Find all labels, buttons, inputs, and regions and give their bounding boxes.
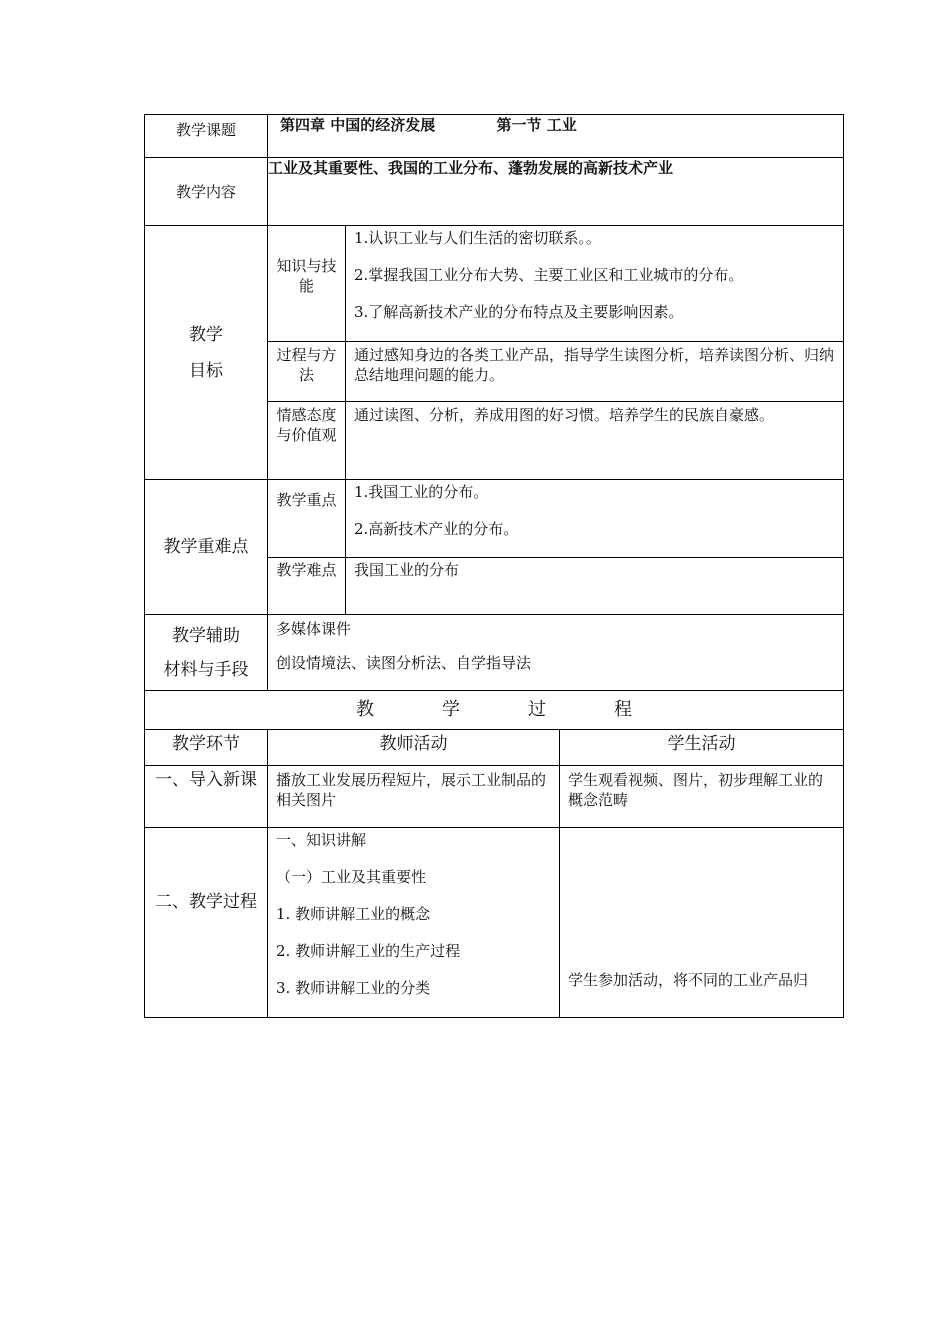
process-header: [145, 691, 844, 730]
process-header-char: 程: [614, 699, 632, 720]
knowledge-item: 3.了解高新技术产业的分布特点及主要影响因素。: [354, 303, 684, 321]
teacher-activity-line: 2. 教师讲解工业的生产过程: [276, 942, 461, 960]
keypoints-label: 教学重难点: [145, 480, 268, 615]
difficulty-label: 教学难点: [268, 558, 346, 615]
emotion-text: 通过读图、分析，养成用图的好习惯。培养学生的民族自豪感。: [346, 402, 844, 480]
aids-items: [268, 615, 844, 691]
student-activity: 学生观看视频、图片，初步理解工业的概念范畴: [560, 766, 844, 828]
teacher-activity: 播放工业发展历程短片，展示工业制品的相关图片: [268, 766, 560, 828]
row-column-headers: [145, 730, 844, 766]
teacher-activity-line: 一、知识讲解: [276, 831, 367, 849]
process-text: 通过感知身边的各类工业产品，指导学生读图分析，培养读图分析、归纳总结地理问题的能力。: [346, 342, 844, 402]
aids-label: [145, 615, 268, 691]
aids-item: 创设情境法、读图分析法、自学指导法: [276, 654, 532, 672]
content-label: 教学内容: [145, 158, 268, 226]
stage-name: 二、教学过程: [145, 828, 268, 1018]
row-goal-knowledge: [145, 226, 844, 342]
knowledge-label: 知识与技能: [268, 226, 346, 342]
aids-label-line2: 材料与手段: [163, 660, 249, 680]
teacher-activity-line: 3. 教师讲解工业的分类: [276, 979, 431, 997]
table-row: [145, 766, 844, 828]
teacher-activity-line: 1. 教师讲解工业的概念: [276, 905, 431, 923]
knowledge-item: 2.掌握我国工业分布大势、主要工业区和工业城市的分布。: [354, 266, 744, 284]
goals-label-line2: 目标: [189, 360, 223, 381]
process-label: 过程与方法: [268, 342, 346, 402]
goals-label-line1: 教学: [189, 324, 223, 345]
row-content: [145, 158, 844, 226]
student-activity: 学生参加活动，将不同的工业产品归: [560, 828, 844, 1018]
knowledge-item: 1.认识工业与人们生活的密切联系。。: [354, 229, 601, 247]
aids-item: 多媒体课件: [276, 620, 352, 638]
difficulty-text: 我国工业的分布: [346, 558, 844, 615]
row-aids: [145, 615, 844, 691]
focus-item: 1.我国工业的分布。: [354, 483, 489, 501]
column-header-teacher: 教师活动: [268, 730, 560, 766]
row-topic: [145, 115, 844, 158]
goals-label: [145, 226, 268, 480]
focus-label: 教学重点: [268, 480, 346, 558]
lesson-plan-table: [144, 114, 844, 1018]
stage-name: 一、导入新课: [145, 766, 268, 828]
process-header-char: 教: [356, 699, 374, 720]
process-header-char: 过: [528, 699, 546, 720]
aids-label-line1: 教学辅助: [172, 626, 240, 646]
column-header-stage: 教学环节: [145, 730, 268, 766]
focus-items: [346, 480, 844, 558]
table-row: [145, 828, 844, 1018]
teacher-activity-line: （一）工业及其重要性: [276, 868, 427, 886]
content-value: 工业及其重要性、我国的工业分布、蓬勃发展的高新技术产业: [268, 158, 844, 226]
process-header-char: 学: [442, 699, 460, 720]
column-header-student: 学生活动: [560, 730, 844, 766]
emotion-label: 情感态度与价值观: [268, 402, 346, 480]
topic-chapter: 第四章 中国的经济发展: [280, 116, 436, 134]
row-process-header: [145, 691, 844, 730]
topic-section: 第一节 工业: [496, 116, 577, 134]
topic-value: [268, 115, 844, 158]
row-focus: [145, 480, 844, 558]
teacher-activity: [268, 828, 560, 1018]
topic-label: 教学课题: [145, 115, 268, 158]
knowledge-items: [346, 226, 844, 342]
focus-item: 2.高新技术产业的分布。: [354, 520, 519, 538]
